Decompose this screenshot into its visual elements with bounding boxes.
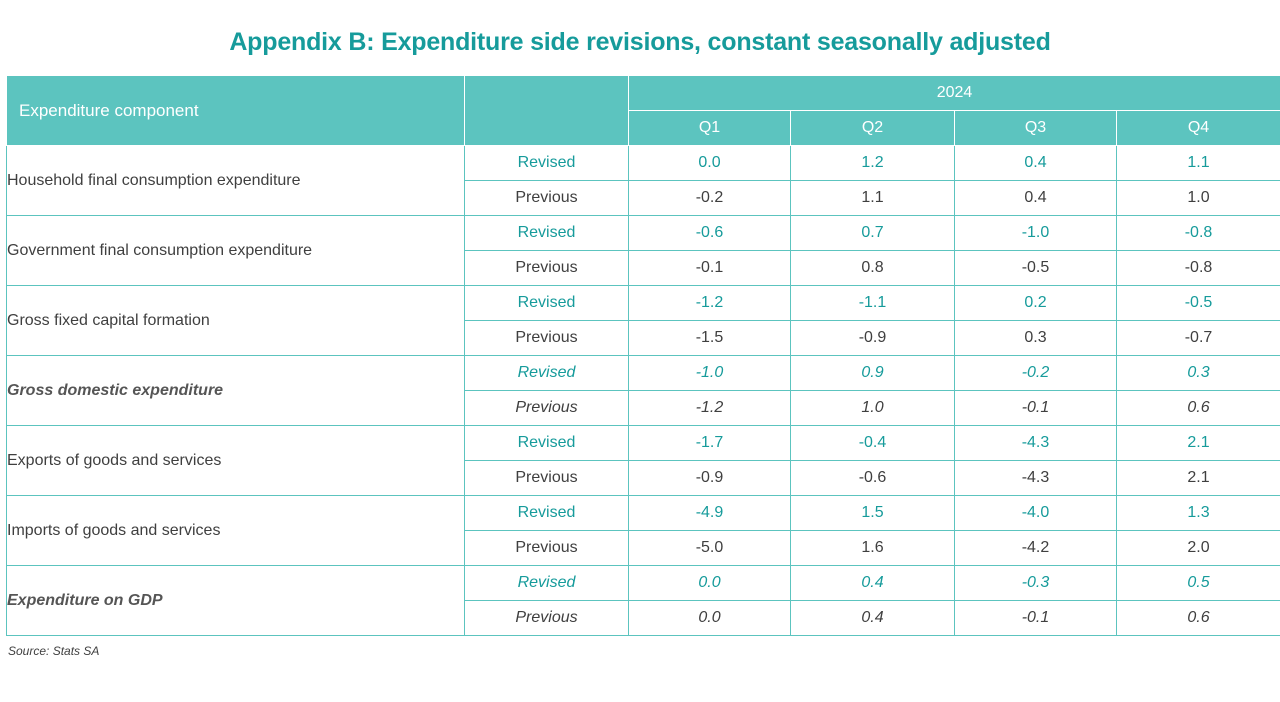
cell-revised-q4: 1.3 [1117, 496, 1280, 531]
row-component-label: Government final consumption expenditure [7, 216, 465, 286]
cell-previous-q3: -4.3 [955, 461, 1117, 496]
cell-previous-q3: -4.2 [955, 531, 1117, 566]
row-series-revised: Revised [465, 426, 629, 461]
cell-revised-q1: -1.2 [629, 286, 791, 321]
cell-previous-q4: 1.0 [1117, 181, 1280, 216]
cell-revised-q3: -4.3 [955, 426, 1117, 461]
cell-revised-q3: 0.4 [955, 146, 1117, 181]
source-note: Source: Stats SA [8, 644, 100, 658]
column-header-q2: Q2 [791, 111, 955, 146]
cell-revised-q3: -4.0 [955, 496, 1117, 531]
cell-previous-q2: 1.6 [791, 531, 955, 566]
column-header-q4: Q4 [1117, 111, 1280, 146]
table-row [7, 356, 1280, 391]
row-series-previous: Previous [465, 321, 629, 356]
cell-previous-q2: 0.4 [791, 601, 955, 636]
row-component-label: Expenditure on GDP [7, 566, 465, 636]
cell-previous-q2: 1.0 [791, 391, 955, 426]
cell-previous-q1: -5.0 [629, 531, 791, 566]
cell-previous-q2: -0.6 [791, 461, 955, 496]
row-component-label: Exports of goods and services [7, 426, 465, 496]
cell-revised-q1: -0.6 [629, 216, 791, 251]
cell-revised-q2: -0.4 [791, 426, 955, 461]
cell-previous-q3: 0.4 [955, 181, 1117, 216]
cell-previous-q1: 0.0 [629, 601, 791, 636]
table-row [7, 566, 1280, 601]
row-series-revised: Revised [465, 216, 629, 251]
cell-previous-q1: -1.2 [629, 391, 791, 426]
cell-revised-q2: 1.2 [791, 146, 955, 181]
cell-revised-q3: -1.0 [955, 216, 1117, 251]
row-component-label: Gross fixed capital formation [7, 286, 465, 356]
cell-revised-q4: 0.3 [1117, 356, 1280, 391]
cell-previous-q4: 0.6 [1117, 601, 1280, 636]
cell-previous-q4: -0.8 [1117, 251, 1280, 286]
cell-revised-q1: -1.0 [629, 356, 791, 391]
cell-previous-q1: -0.9 [629, 461, 791, 496]
row-series-previous: Previous [465, 531, 629, 566]
table-header [7, 76, 1280, 146]
row-series-previous: Previous [465, 461, 629, 496]
cell-previous-q2: -0.9 [791, 321, 955, 356]
row-series-previous: Previous [465, 251, 629, 286]
cell-revised-q2: 1.5 [791, 496, 955, 531]
cell-revised-q3: 0.2 [955, 286, 1117, 321]
table-body [7, 146, 1280, 636]
page-title: Appendix B: Expenditure side revisions, constant seasonally adjusted [229, 28, 1051, 56]
cell-revised-q3: -0.3 [955, 566, 1117, 601]
cell-revised-q2: 0.7 [791, 216, 955, 251]
cell-previous-q3: -0.5 [955, 251, 1117, 286]
revisions-table [6, 75, 1280, 636]
row-component-label: Household final consumption expenditure [7, 146, 465, 216]
cell-previous-q3: 0.3 [955, 321, 1117, 356]
row-series-revised: Revised [465, 496, 629, 531]
cell-previous-q3: -0.1 [955, 601, 1117, 636]
row-series-previous: Previous [465, 391, 629, 426]
table-row [7, 286, 1280, 321]
cell-revised-q2: 0.4 [791, 566, 955, 601]
cell-previous-q2: 0.8 [791, 251, 955, 286]
table-header-row-year [7, 76, 1280, 111]
column-header-q3: Q3 [955, 111, 1117, 146]
cell-revised-q2: 0.9 [791, 356, 955, 391]
cell-previous-q4: -0.7 [1117, 321, 1280, 356]
cell-previous-q4: 2.0 [1117, 531, 1280, 566]
cell-previous-q4: 2.1 [1117, 461, 1280, 496]
cell-revised-q1: -1.7 [629, 426, 791, 461]
column-header-component: Expenditure component [7, 76, 465, 146]
column-header-series [465, 76, 629, 146]
cell-previous-q4: 0.6 [1117, 391, 1280, 426]
cell-revised-q4: 0.5 [1117, 566, 1280, 601]
cell-previous-q1: -0.2 [629, 181, 791, 216]
row-series-previous: Previous [465, 601, 629, 636]
cell-revised-q1: 0.0 [629, 566, 791, 601]
row-series-revised: Revised [465, 286, 629, 321]
cell-revised-q3: -0.2 [955, 356, 1117, 391]
table-row [7, 496, 1280, 531]
column-header-q1: Q1 [629, 111, 791, 146]
cell-revised-q1: 0.0 [629, 146, 791, 181]
row-series-revised: Revised [465, 146, 629, 181]
cell-previous-q2: 1.1 [791, 181, 955, 216]
cell-previous-q1: -1.5 [629, 321, 791, 356]
row-component-label: Gross domestic expenditure [7, 356, 465, 426]
cell-previous-q1: -0.1 [629, 251, 791, 286]
column-header-year: 2024 [629, 76, 1280, 111]
cell-revised-q4: 2.1 [1117, 426, 1280, 461]
cell-revised-q4: 1.1 [1117, 146, 1280, 181]
cell-revised-q2: -1.1 [791, 286, 955, 321]
cell-revised-q4: -0.8 [1117, 216, 1280, 251]
row-series-previous: Previous [465, 181, 629, 216]
cell-previous-q3: -0.1 [955, 391, 1117, 426]
row-series-revised: Revised [465, 566, 629, 601]
table-row [7, 426, 1280, 461]
row-series-revised: Revised [465, 356, 629, 391]
cell-revised-q1: -4.9 [629, 496, 791, 531]
table-row [7, 216, 1280, 251]
row-component-label: Imports of goods and services [7, 496, 465, 566]
cell-revised-q4: -0.5 [1117, 286, 1280, 321]
table-row [7, 146, 1280, 181]
